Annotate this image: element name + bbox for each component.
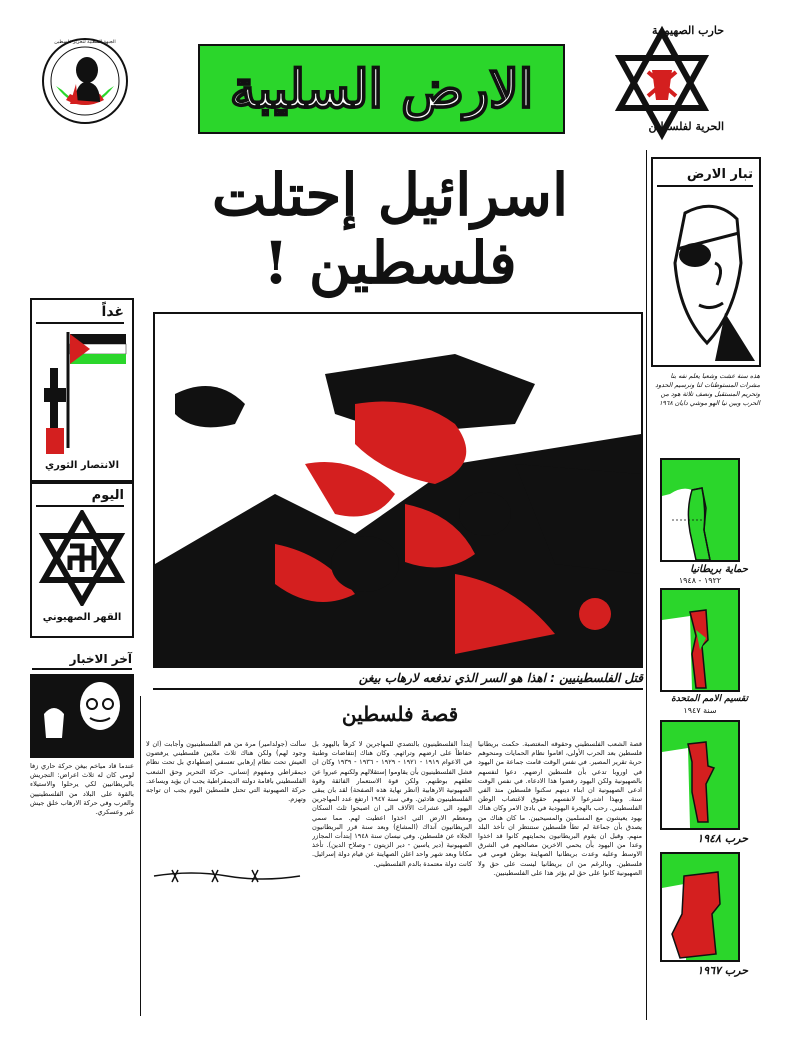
map-sub-1: ١٩٢٢ - ١٩٤٨ xyxy=(678,576,722,585)
headline-line-2: فلسطين ! xyxy=(263,229,517,297)
left-panel-news xyxy=(28,652,136,832)
map-label-3: حرب ١٩٤٨ xyxy=(697,832,748,845)
logo-bottom-text: الحرية لفلسطين xyxy=(648,120,724,133)
tomorrow-caption: الانتصار الثوري xyxy=(44,460,119,471)
masthead-title-banner xyxy=(198,44,565,134)
logo-top-text: حارب الصهيونية xyxy=(652,24,724,37)
right-box-caption: هذه سنة عشت وشعبا يعلم نفه بنا مشرات المستوطنات لنا ونرسيم الحدود وتحريم المستقبل ونصف تلاثة هود من الحرب وبين نيا الهو موشي دايان ١٩٦٨ xyxy=(655,372,760,407)
emblem-ring-text: الجبهة الشعبية لتحرير فلسطين xyxy=(54,40,116,45)
masthead-title: الارض السليبة xyxy=(229,58,534,120)
tomorrow-title: غداً xyxy=(36,304,124,324)
news-portrait-illustration xyxy=(30,674,134,758)
right-box-title: تبار الارض xyxy=(657,167,753,187)
map-label-2: تقسيم الامم المتحدة xyxy=(671,694,748,704)
map-british-mandate xyxy=(660,458,740,562)
today-caption: القهر الصهيوني xyxy=(42,612,122,623)
map-war-1967 xyxy=(660,852,740,962)
map-label-1: حماية بريطانيا xyxy=(690,564,748,575)
news-title: آخر الاخبار xyxy=(32,652,132,670)
photo-caption: قتل الفلسطينيين : اهذا هو السر الذي ندفعه لارهاب بيغن xyxy=(153,671,643,690)
star-of-david-logo xyxy=(592,20,732,145)
portrait-illustration xyxy=(655,193,759,363)
story-column-1: قصة الشعب الفلسطيني وحقوقه المغتصبة. حكمت بريطانيا فلسطين بعد الحرب الأولى، اقاموا نظام الحمايات ومنحوهم حرية تقرير المصير. في نفس الوقت قامت جماعة من اليهود في اوروبا تدعي بأن فلسطين ارضهم. دعوا لنفسهم بالصهيونية ولكن اليهود رفضوا هذا الادعاء. في نفس الوقت ادعى الصهيونية ان ابناء دينهم سكنوا فلسطين منذ الفي سنة. وبهذا اشترعوا لانفسهم حقوق لاغتصاب الوطن الفلسطيني. رحب بالهجرة اليهودية في بادئ الامر وكان هناك يهود يعيشون مع المسلمين والمسيحيين. ما كان هناك من يصدق بأن جماعة لم تطأ فلسطين ستنتظر ان تأخذ البلد منهم. وقبل ان يقوم البريطانيون بحمايتهم كانوا قد اخذوا وعدا من اليهود بأن يحمي الاخرين مصالحهم في الشرق الاوسط وعليه وعدت بريطانيا الصهاينة بوطن قومي في فلسطين. وبالرغم من ان بريطانيا ليست على حق ولا الصهيونية كانوا على حق لم يؤثر هذا على الفلسطينيين. xyxy=(478,740,642,877)
column-divider-right xyxy=(646,150,647,1020)
left-panel-today xyxy=(30,482,134,638)
story-column-2: إبتدأ الفلسطينيون بالتصدي للمهاجرين لا كرهاً باليهود بل حفاظاً على ارضهم وتراثهم. وكان هناك إنتفاضات وطنية في الاعوام ١٩١٩ - ١٩٢١ - ١٩٢٩ - ١٩٣٦ - ١٩٣٩ وكان ان فشل الفلسطينيون بأن يقاوموا إستقلالهم ولكنهم عبروا عن تعلقهم بوطنهم. ولكن قوة الاستعمار الفائقة وقوة الصهيونية الارهابية (انظر نهاية هذه الصفحة) لقد بان يبقى الفلسطينيون هادئين. وفي سنة ١٩٤٧ ارتفع عدد المهاجرين اليهود الى عشرات الآلاف الى ان اصبحوا ثلث السكان ومعظم الارض التي اخذوا اعطيت لهم. مما سمي البريطانيون آنذاك (المشاع) وبعد سنة قرر البريطانيون الجلاء عن فلسطين. وفي نيسان سنة ١٩٤٨ إبتدأت المجازر الصهيونية (دير ياسين - دير الزيتون - وصلاح الدين). تأخذ مكانا وبعد شهر واحد اعلن الصهاينة عن قيام دولة إسرائيل. كانت دولة معتمدة بالدم الفلسطيني. xyxy=(312,740,472,868)
main-photo xyxy=(153,312,643,668)
left-panel-tomorrow xyxy=(30,298,134,482)
front-emblem-logo xyxy=(42,38,128,124)
map-war-1948 xyxy=(660,720,740,830)
headline-line-1: اسرائيل إحتلت xyxy=(211,161,569,229)
star-swastika-illustration xyxy=(32,510,132,606)
flag-rifle-illustration xyxy=(32,328,132,458)
news-caption: عندما قاد مياخم بيغن حركة حاري زفا لومي كان له ثلاث اعراض: التجريش بالبريطانيين لكي يرحلوا والاستيلاء بالقوة على البلاد من الفلسطينيين والعرب وفي حركة الارهاب خلق جيش غير وعسكري. xyxy=(30,762,134,817)
masthead xyxy=(0,0,800,150)
column-divider-left xyxy=(140,696,141,1016)
right-portrait-box xyxy=(651,157,761,367)
map-sub-2: سنة ١٩٤٧ xyxy=(683,706,717,715)
map-un-partition xyxy=(660,588,740,692)
story-title: قصة فلسطين xyxy=(341,702,459,726)
headline xyxy=(140,160,640,300)
barbed-wire-ornament xyxy=(152,866,302,886)
map-label-4: حرب ١٩٦٧ xyxy=(697,964,748,977)
today-title: اليوم xyxy=(36,488,124,507)
story-column-3: سألت (جولدامير) مرة من هم الفلسطينيون وأجابت (ان لا وجود لهم) ولكن هناك ثلاث ملايين فلسطيني يرفضون العيش تحت نظام إرهابي تعسفي إضطهادي بل تحت نظام ديمقراطي ومفهوم إنساني. حركة التحرير وحق الشعب الفلسطيني باقامة دولته الديمقراطية يجب ان يؤيد ويساعد. حركة الصهيونية التي تحتل فلسطين اليوم يجب ان تواجه وتهزم. xyxy=(146,740,306,804)
